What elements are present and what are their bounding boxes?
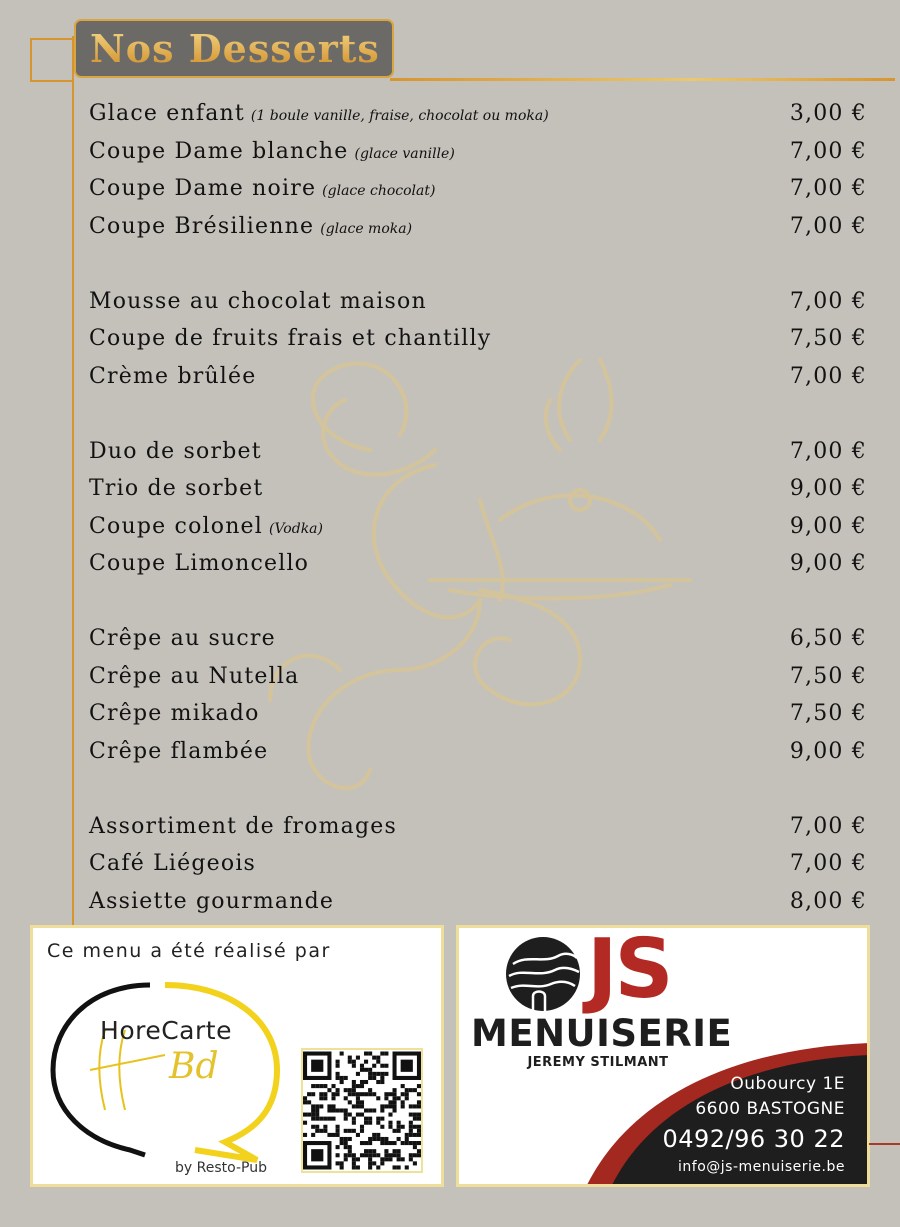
title-banner xyxy=(74,19,394,78)
menu-item-price: 9,00 € xyxy=(789,551,867,576)
menu-item-note: (Vodka) xyxy=(269,520,323,537)
menu-item xyxy=(89,514,867,552)
qr-code-icon xyxy=(303,1050,421,1171)
menu-item-note: (glace vanille) xyxy=(354,145,455,162)
menu-item-label xyxy=(89,739,268,764)
js-logo-letters: JS xyxy=(587,925,671,1017)
menu-item xyxy=(89,139,867,177)
horecarte-ad xyxy=(30,925,444,1187)
menu-item-price: 9,00 € xyxy=(789,476,867,501)
menu-item xyxy=(89,701,867,739)
section-gap xyxy=(89,251,867,289)
dessert-menu xyxy=(89,101,867,926)
menu-item-note: (1 boule vanille, fraise, chocolat ou moka) xyxy=(250,108,549,124)
menu-item-label xyxy=(89,664,299,689)
menu-item-label xyxy=(89,851,256,876)
credit-text: Ce menu a été réalisé par xyxy=(47,940,331,962)
header-rule xyxy=(390,78,895,81)
menu-item xyxy=(89,814,867,852)
menu-item xyxy=(89,214,867,252)
menu-item-note: (glace chocolat) xyxy=(322,183,436,199)
menu-item-label xyxy=(89,626,276,651)
menu-item-price: 3,00 € xyxy=(789,101,867,126)
menu-item-name: Crème brûlée xyxy=(89,363,257,389)
menu-item-name: Assortiment de fromages xyxy=(89,813,397,839)
menu-item-price: 7,00 € xyxy=(789,138,867,164)
menu-item-name: Coupe Dame noire xyxy=(89,176,317,201)
menu-item-price: 7,00 € xyxy=(789,813,867,839)
qr-code[interactable] xyxy=(301,1048,423,1173)
menu-item-label xyxy=(89,289,427,314)
email-link[interactable]: info@js-menuiserie.be xyxy=(678,1159,845,1175)
menu-item-label xyxy=(89,814,397,839)
menu-item-label xyxy=(89,514,323,539)
address-city: 6600 BASTOGNE xyxy=(695,1099,845,1119)
menu-item-name: Crêpe au sucre xyxy=(89,626,276,651)
menu-item xyxy=(89,326,867,364)
menu-item-name: Café Liégeois xyxy=(89,851,257,876)
menu-item-name: Crêpe mikado xyxy=(89,701,260,726)
byline: by Resto-Pub xyxy=(175,1160,267,1176)
horecarte-wordmark: HoreCarte xyxy=(100,1016,232,1045)
menu-item-price: 9,00 € xyxy=(789,738,867,764)
menu-item-label xyxy=(89,214,412,239)
menu-item xyxy=(89,439,867,477)
menu-item xyxy=(89,739,867,777)
menu-item-price: 7,00 € xyxy=(789,851,867,876)
menu-item-name: Coupe Limoncello xyxy=(89,551,310,576)
menu-item-name: Duo de sorbet xyxy=(89,438,262,464)
menu-item-price: 7,50 € xyxy=(789,663,867,689)
menu-item-label xyxy=(89,364,257,389)
menu-item-price: 7,00 € xyxy=(789,288,867,314)
menu-item-label xyxy=(89,476,263,501)
menu-item-price: 7,50 € xyxy=(789,701,867,726)
menu-item-name: Crêpe au Nutella xyxy=(89,663,300,689)
menu-item-price: 7,00 € xyxy=(789,438,867,464)
menu-item xyxy=(89,176,867,214)
menu-item-price: 6,50 € xyxy=(789,626,867,651)
menu-item-name: Coupe colonel xyxy=(89,513,264,539)
menu-item xyxy=(89,364,867,402)
page-title: Nos Desserts xyxy=(90,26,380,71)
menu-item-name: Mousse au chocolat maison xyxy=(89,288,427,314)
menu-item-name: Crêpe flambée xyxy=(89,738,269,764)
frame-left-line xyxy=(72,36,74,936)
menu-item xyxy=(89,851,867,889)
menu-item-label xyxy=(89,326,491,351)
menu-item-name: Coupe Brésilienne xyxy=(89,213,315,239)
frame-corner-line xyxy=(30,80,74,82)
ad-accent-line xyxy=(869,1143,900,1145)
menu-item-name: Assiette gourmande xyxy=(89,888,335,914)
menu-item-label xyxy=(89,889,334,914)
section-gap xyxy=(89,776,867,814)
menu-item-price: 7,00 € xyxy=(789,213,867,239)
section-gap xyxy=(89,401,867,439)
menu-item xyxy=(89,476,867,514)
menu-item xyxy=(89,664,867,702)
menu-item-name: Coupe Dame blanche xyxy=(89,138,349,164)
menu-item-price: 7,50 € xyxy=(789,326,867,351)
menu-item-price: 7,00 € xyxy=(789,363,867,389)
menu-item xyxy=(89,551,867,589)
menu-item xyxy=(89,626,867,664)
menu-item-label xyxy=(89,176,435,201)
address-street: Oubourcy 1E xyxy=(730,1074,845,1094)
owner-name: JEREMY STILMANT xyxy=(527,1055,669,1070)
menu-item-price: 7,00 € xyxy=(789,176,867,201)
menu-item xyxy=(89,101,867,139)
section-gap xyxy=(89,589,867,627)
menu-item-price: 9,00 € xyxy=(789,513,867,539)
menu-item-name: Trio de sorbet xyxy=(89,476,264,501)
menu-item-label xyxy=(89,551,309,576)
js-menuiserie-ad xyxy=(456,925,870,1187)
menu-item-label xyxy=(89,439,262,464)
menu-item xyxy=(89,289,867,327)
menu-item-label xyxy=(89,101,549,126)
menu-item-price: 8,00 € xyxy=(789,888,867,914)
menu-item-name: Glace enfant xyxy=(89,101,245,126)
company-name: MENUISERIE xyxy=(471,1012,733,1055)
menu-item-note: (glace moka) xyxy=(320,220,413,237)
menu-item-label xyxy=(89,701,260,726)
frame-corner xyxy=(30,38,74,82)
menu-item-name: Coupe de fruits frais et chantilly xyxy=(89,326,492,351)
menu-item xyxy=(89,889,867,927)
phone-number[interactable]: 0492/96 30 22 xyxy=(662,1125,845,1153)
horecarte-subscript: Bd xyxy=(169,1046,219,1087)
menu-item-label xyxy=(89,139,455,164)
